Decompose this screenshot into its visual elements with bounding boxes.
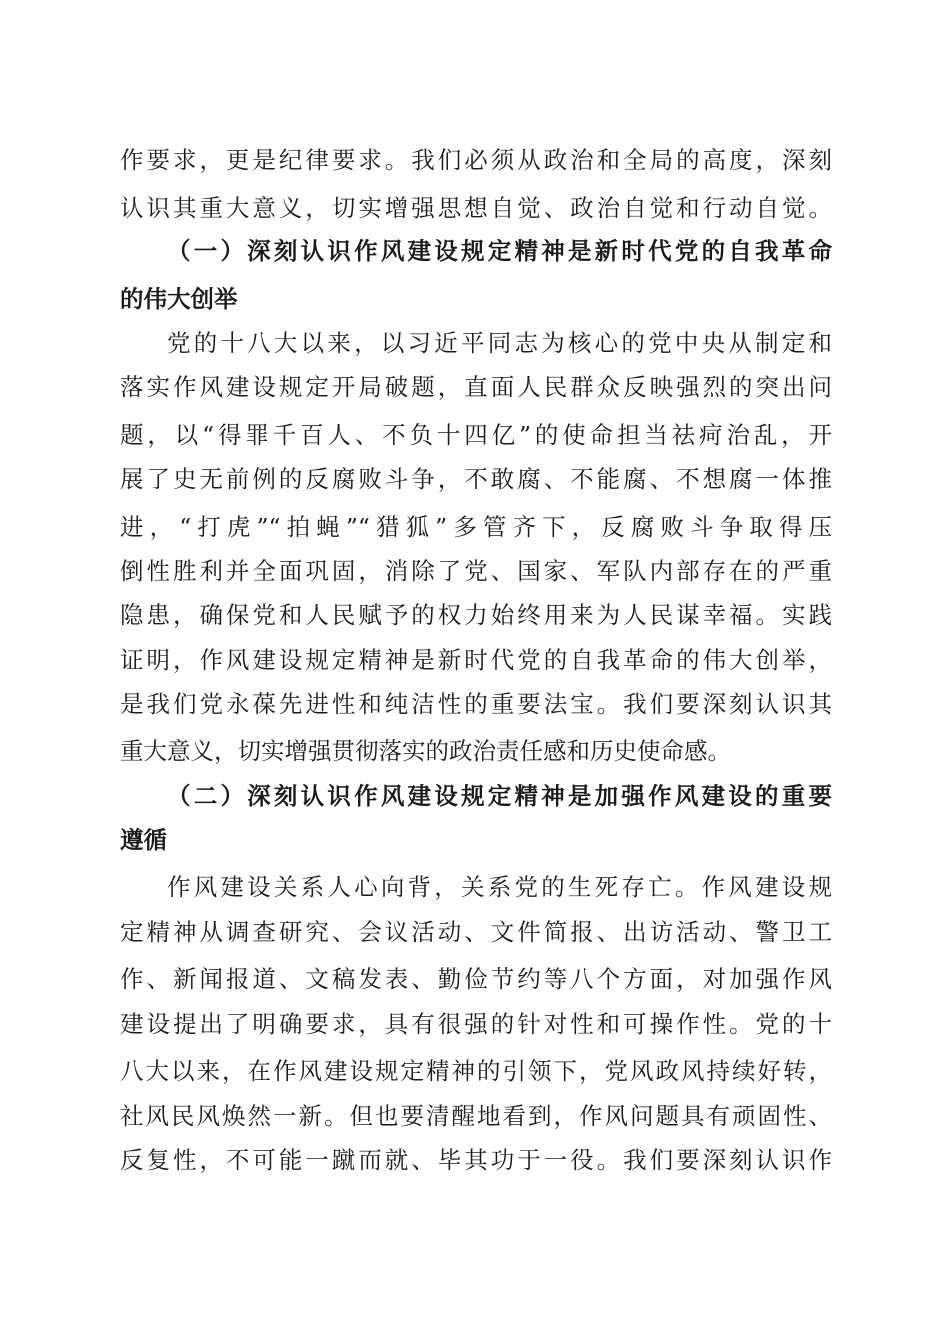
paragraph-first-line: 党的十八大以来，以习近平同志为核心的党中央从制定和 <box>167 329 832 357</box>
paragraph-first-line: 作风建设关系人心向背，关系党的生死存亡。作风建设规 <box>167 873 832 901</box>
body-text-line: 落实作风建设规定开局破题，直面人民群众反映强烈的突出问 <box>120 373 832 401</box>
body-text-line: 题，以“得罪千百人、不负十四亿”的使命担当祛疴治乱，开 <box>120 421 832 449</box>
body-text-line: 作、新闻报道、文稿发表、勤俭节约等八个方面，对加强作风 <box>120 965 832 993</box>
body-text-line: 作要求，更是纪律要求。我们必须从政治和全局的高度，深刻 <box>120 146 832 174</box>
paragraph-last-line: 重大意义，切实增强贯彻落实的政治责任感和历史使命感。 <box>120 737 731 765</box>
body-text-line: 隐患，确保党和人民赋予的权力始终用来为人民谋幸福。实践 <box>120 601 832 629</box>
section-heading-1: （一）深刻认识作风建设规定精神是新时代党的自我革命 <box>167 237 832 265</box>
body-text-line: 建设提出了明确要求，具有很强的针对性和可操作性。党的十 <box>120 1010 832 1038</box>
body-text-line: 认识其重大意义，切实增强思想自觉、政治自觉和行动自觉。 <box>120 194 832 222</box>
body-text-line: 进，“打虎”“拍蝇”“猎狐”多管齐下，反腐败斗争取得压 <box>120 513 832 541</box>
body-text-line: 社风民风焕然一新。但也要清醒地看到，作风问题具有顽固性、 <box>120 1102 832 1130</box>
body-text-line: 证明，作风建设规定精神是新时代党的自我革命的伟大创举， <box>120 646 832 674</box>
section-heading-2-cont: 遵循 <box>120 826 167 854</box>
section-heading-2: （二）深刻认识作风建设规定精神是加强作风建设的重要 <box>167 782 832 810</box>
body-text-line: 是我们党永葆先进性和纯洁性的重要法宝。我们要深刻认识其 <box>120 690 832 718</box>
body-text-line: 反复性，不可能一蹴而就、毕其功于一役。我们要深刻认识作 <box>120 1146 832 1174</box>
body-text-line: 八大以来，在作风建设规定精神的引领下，党风政风持续好转， <box>120 1057 832 1085</box>
body-text-line: 倒性胜利并全面巩固，消除了党、国家、军队内部存在的严重 <box>120 557 832 585</box>
body-text-line: 定精神从调查研究、会议活动、文件简报、出访活动、警卫工 <box>120 918 832 946</box>
body-text-line: 展了史无前例的反腐败斗争，不敢腐、不能腐、不想腐一体推 <box>120 465 832 493</box>
section-heading-1-cont: 的伟大创举 <box>120 285 238 313</box>
